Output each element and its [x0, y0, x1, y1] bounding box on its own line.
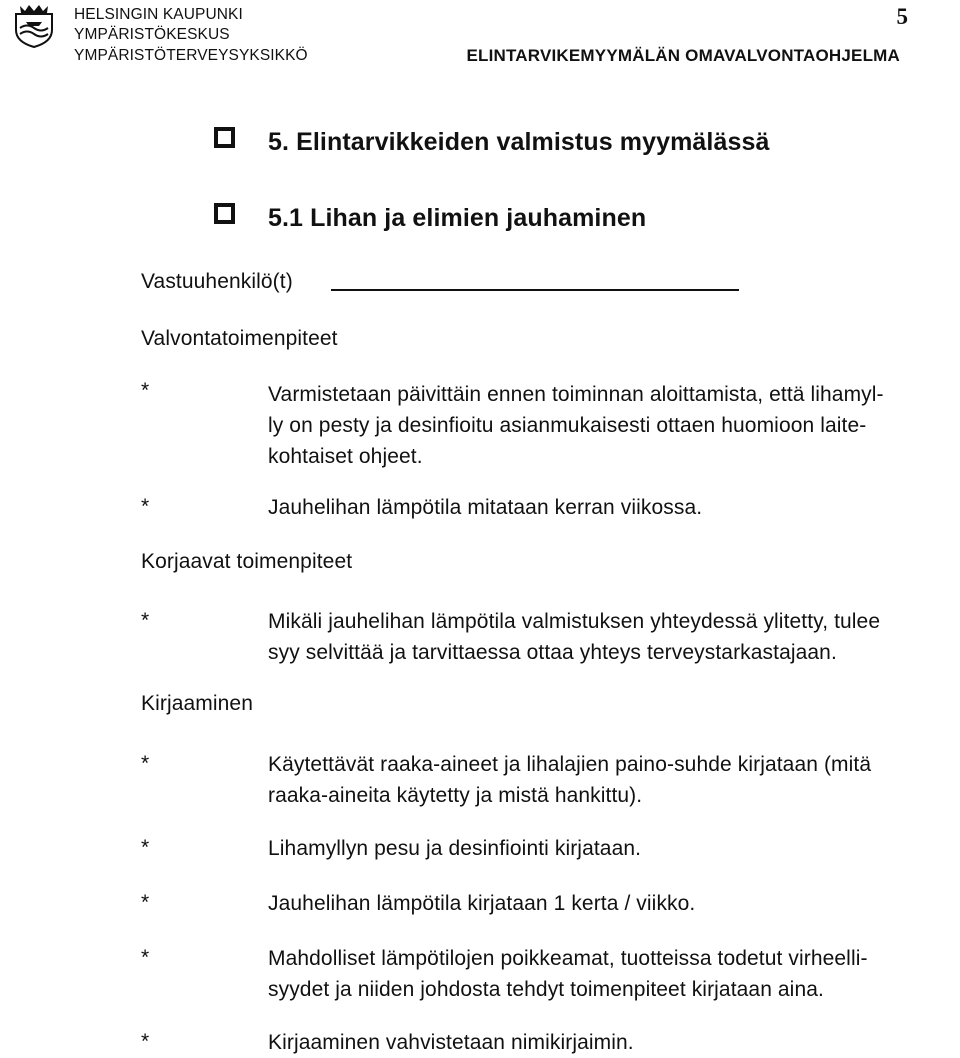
bullet: * [141, 609, 150, 632]
recording-item: Mahdolliset lämpötilojen poikkeamat, tuotteissa todetut virheelli- syydet ja niiden johdosta tehdyt toimenpiteet kirjataan aina. [268, 947, 868, 1001]
section-checkbox[interactable] [214, 127, 235, 148]
recording-title: Kirjaaminen [141, 692, 253, 715]
recording-item: Jauhelihan lämpötila kirjataan 1 kerta / viikko. [268, 892, 696, 915]
page-number: 5 [896, 4, 908, 29]
recording-item: Kirjaaminen vahvistetaan nimikirjaimin. [268, 1031, 634, 1054]
bullet: * [141, 495, 150, 518]
document-title: ELINTARVIKEMYYMÄLÄN OMAVALVONTAOHJELMA [466, 46, 900, 65]
bullet: * [141, 1030, 150, 1053]
monitoring-item: Varmistetaan päivittäin ennen toiminnan aloittamista, että lihamyl- ly on pesty ja desinfioitu asianmukaisesti ottaen huomioon laite- kohtaiset ohjeet. [268, 383, 884, 468]
monitoring-title: Valvontatoimenpiteet [141, 327, 338, 350]
subsection-checkbox[interactable] [214, 203, 235, 224]
bullet: * [141, 891, 150, 914]
responsible-label: Vastuuhenkilö(t) [141, 270, 293, 293]
bullet: * [141, 379, 150, 402]
org-name: HELSINGIN KAUPUNKI [74, 6, 243, 23]
helsinki-crest-icon [12, 2, 56, 48]
org-unit: YMPÄRISTÖTERVEYSYKSIKKÖ [74, 47, 308, 64]
recording-item: Käytettävät raaka-aineet ja lihalajien paino-suhde kirjataan (mitä raaka-aineita käytetty ja mistä hankittu). [268, 753, 872, 807]
corrective-item: Mikäli jauhelihan lämpötila valmistuksen yhteydessä ylitetty, tulee syy selvittää ja tarvittaessa ottaa yhteys terveystarkastajaan. [268, 610, 881, 664]
bullet: * [141, 752, 150, 775]
subsection-heading: 5.1 Lihan ja elimien jauhaminen [268, 204, 647, 232]
org-department: YMPÄRISTÖKESKUS [74, 26, 230, 43]
monitoring-item: Jauhelihan lämpötila mitataan kerran viikossa. [268, 496, 703, 519]
section-heading: 5. Elintarvikkeiden valmistus myymälässä [268, 128, 770, 156]
recording-item: Lihamyllyn pesu ja desinfiointi kirjataan. [268, 837, 642, 860]
responsible-input-line[interactable] [331, 289, 739, 291]
bullet: * [141, 946, 150, 969]
corrective-title: Korjaavat toimenpiteet [141, 550, 353, 573]
bullet: * [141, 836, 150, 859]
